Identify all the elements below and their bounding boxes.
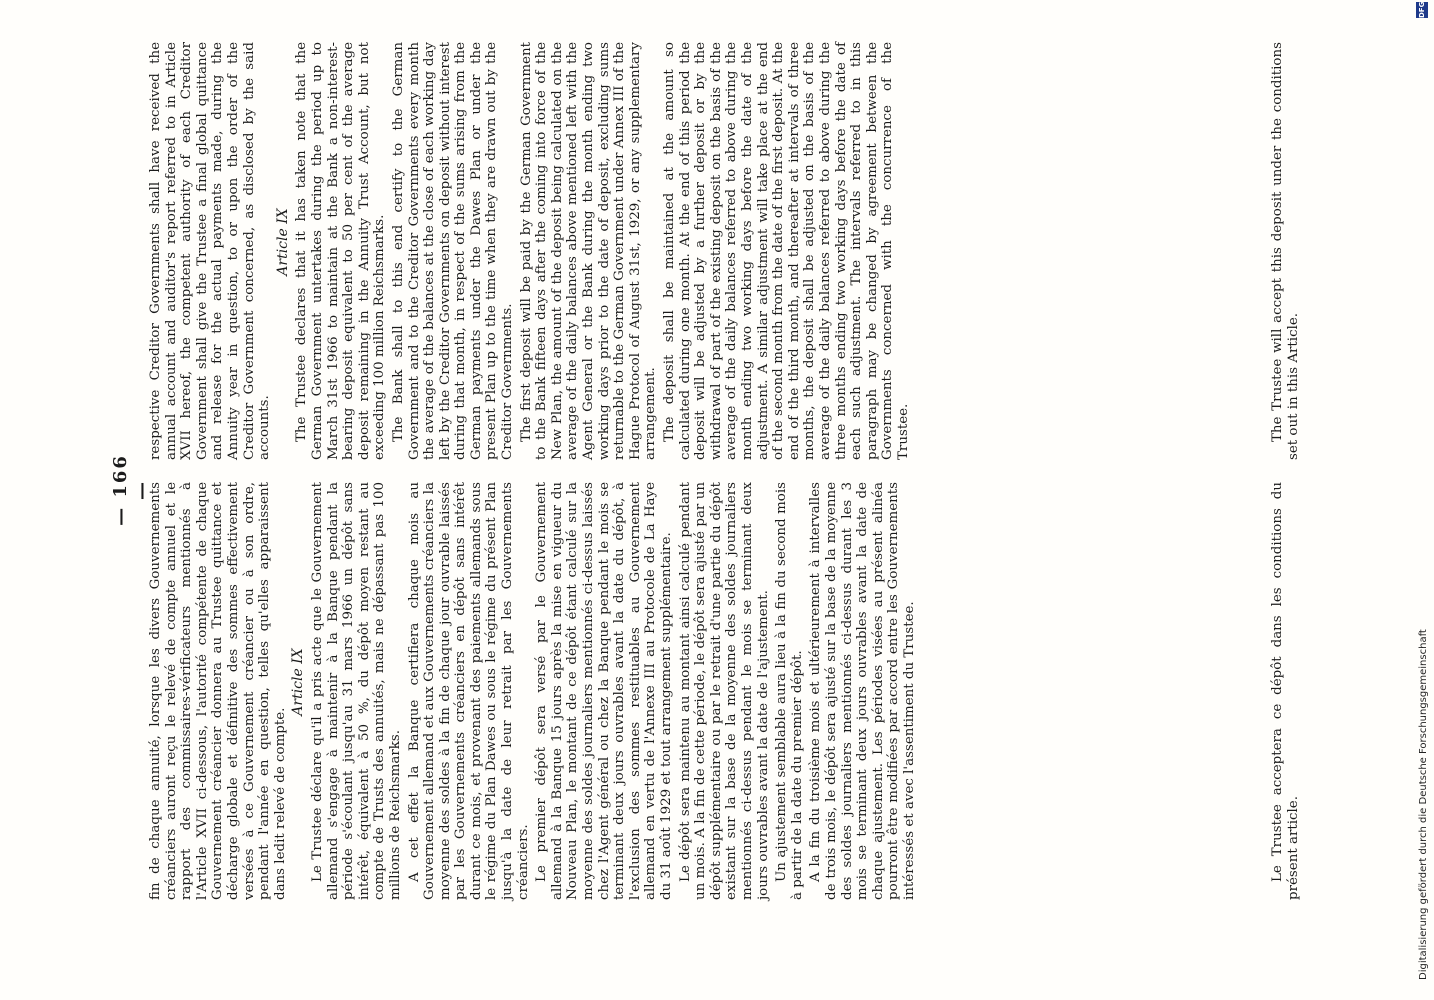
- french-paragraph: Le Trustee déclare qu'il a pris acte que le Gouvernement allemand s'engage à maintenir à la Banque pendant la période s'écoulant jusqu'au 31 mars 1966 un dépôt sans intérêt, équivalent à 50 %, du dépôt moyen restant au compte de Trusts des annuités, mais ne dépassant pas 100 millions de Reichsmarks.: [309, 482, 403, 900]
- french-paragraph: Le dépôt sera maintenu au montant ainsi calculé pendant un mois. A la fin de cette période, le dépôt sera ajusté par un dépôt supplémentaire ou par le retrait d'une partie du dépôt existant sur la base de la moyenne des soldes journaliers mentionnés ci-dessus pendant le mois se terminant deux jours ouvrables avant la date de l'ajustement.: [677, 482, 771, 900]
- french-closing-paragraph: Le Trustee acceptera ce dépôt dans les conditions du présent article.: [1270, 482, 1301, 900]
- english-article-title: Article IX: [274, 208, 291, 276]
- french-paragraph: A la fin du troisième mois et ultérieurement à intervalles de trois mois, le dépôt sera ajusté sur la base de la moyenne des soldes journaliers mentionnés ci-dessus durant les 3 mois se terminant deux jours ouvrables avant la date de chaque ajustement. Les périodes visées au présent alinéa pourront être modifiées par accord entre les Gouvernements intéressés et avec l'assentiment du Trustee.: [808, 482, 917, 900]
- french-paragraph: Le premier dépôt sera versé par le Gouvernement allemand à la Banque 15 jours après la mise en vigueur du Nouveau Plan, le montant de ce dépôt étant calculé sur la moyenne des soldes journaliers mentionnés ci-dessus laissés chez l'Agent général ou chez la Banque pendant le mois se terminant deux jours ouvrables avant la date du dépôt, à l'exclusion des sommes restituables au Gouvernement allemand en vertu de l'Annexe III au Protocole de La Haye du 31 août 1929 et tout arrangement supplémentaire.: [534, 482, 674, 900]
- english-closing-paragraph: The Trustee will accept this deposit under the conditions set out in this Article.: [1270, 42, 1301, 460]
- french-intro-paragraph: fin de chaque annuité, lorsque les divers Gouvernements créanciers auront reçu le relevé de compte annuel et le rapport des commissaires-vérificateurs mentionnés à l'Article XVII ci-dessous, l'autorité compétente de chaque Gouvernement créancier donnera au Trustee quittance et décharge globale et définitive des sommes effectivement versées à ce Gouvernement créancier ou à son ordre, pendant l'année en question, telles qu'elles apparaissent dans ledit relevé de compte.: [148, 482, 288, 900]
- english-paragraph: The first deposit will be paid by the German Government to the Bank fifteen days after the coming into force of the New Plan, the amount of the deposit being calculated on the average of the daily balances above mentioned left with the Agent General or the Bank during the month ending two working days prior to the date of deposit, excluding sums returnable to the German Government under Annex III of the Hague Protocol of August 31st, 1929, or any supplementary arrangement.: [518, 42, 659, 460]
- dfg-logo-icon: DFG: [1418, 1, 1426, 18]
- digitization-credit: Digitalisierung gefördert durch die Deutsche Forschungsgemeinschaft: [1418, 629, 1429, 980]
- english-paragraph: The deposit shall be maintained at the amount so calculated during one month. At the end of this period the deposit will be adjusted by a further deposit or by the withdrawal of part of the existing deposit on the basis of the average of the daily balances referred to above during the month ending two working days before the date of the adjustment. A similar adjustment will take place at the end of the second month from the date of the first deposit. At the end of the third month, and thereafter at intervals of three months, the deposit shall be adjusted on the basis of the average of the daily balances referred to above during the three months ending two working days before the date of each such adjustment. The intervals referred to in this paragraph may be changed by agreement between the Governments concerned with the concurrence of the Trustee.: [662, 42, 911, 460]
- english-paragraph: The Trustee declares that it has taken note that the German Government untertakes during the period up to March 31st 1966 to maintain at the Bank a non-interest-bearing deposit equivalent to 50 per cent of the average deposit remaining in the Annuity Trust Account, but not exceeding 100 million Reichsmarks.: [294, 42, 388, 460]
- english-paragraph: The Bank shall to this end certify to the German Government and to the Creditor Governments every month the average of the balances at the close of each working day left by the Creditor Governments on deposit without interest during that month, in respect of the sums arising from the German payments under the Dawes Plan or under the present Plan up to the time when they are drawn out by the Creditor Governments.: [390, 42, 516, 460]
- french-paragraph: A cet effet la Banque certifiera chaque mois au Gouvernement allemand et aux Gouvernements créanciers la moyenne des soldes à la fin de chaque jour ouvrable laissés par les Gouvernements créanciers en dépôt sans intérêt durant ce mois, et provenant des paiements allemands sous le régime du Plan Dawes ou sous le régime du présent Plan jusqu'à la date de leur retrait par les Gouvernements créanciers.: [406, 482, 531, 900]
- french-closing: [1270, 482, 1301, 900]
- french-column: [148, 482, 921, 900]
- french-article-title: Article IX: [290, 648, 307, 716]
- page-number: — 166 —: [110, 454, 152, 526]
- english-intro-paragraph: respective Creditor Governments shall have received the annual account and auditor's report referred to in Article XVII hereof, the competent authority of each Creditor Government shall give the Trustee a final global quittance and release for the actual payments made, during the Annuity year in question, to or upon the order of the Creditor Government concerned, as disclosed by the said accounts.: [148, 42, 273, 460]
- english-column: [148, 42, 915, 460]
- french-paragraph: Un ajustement semblable aura lieu à la fin du second mois à partir de la date du premier dépôt.: [774, 482, 805, 900]
- english-closing: [1270, 42, 1301, 460]
